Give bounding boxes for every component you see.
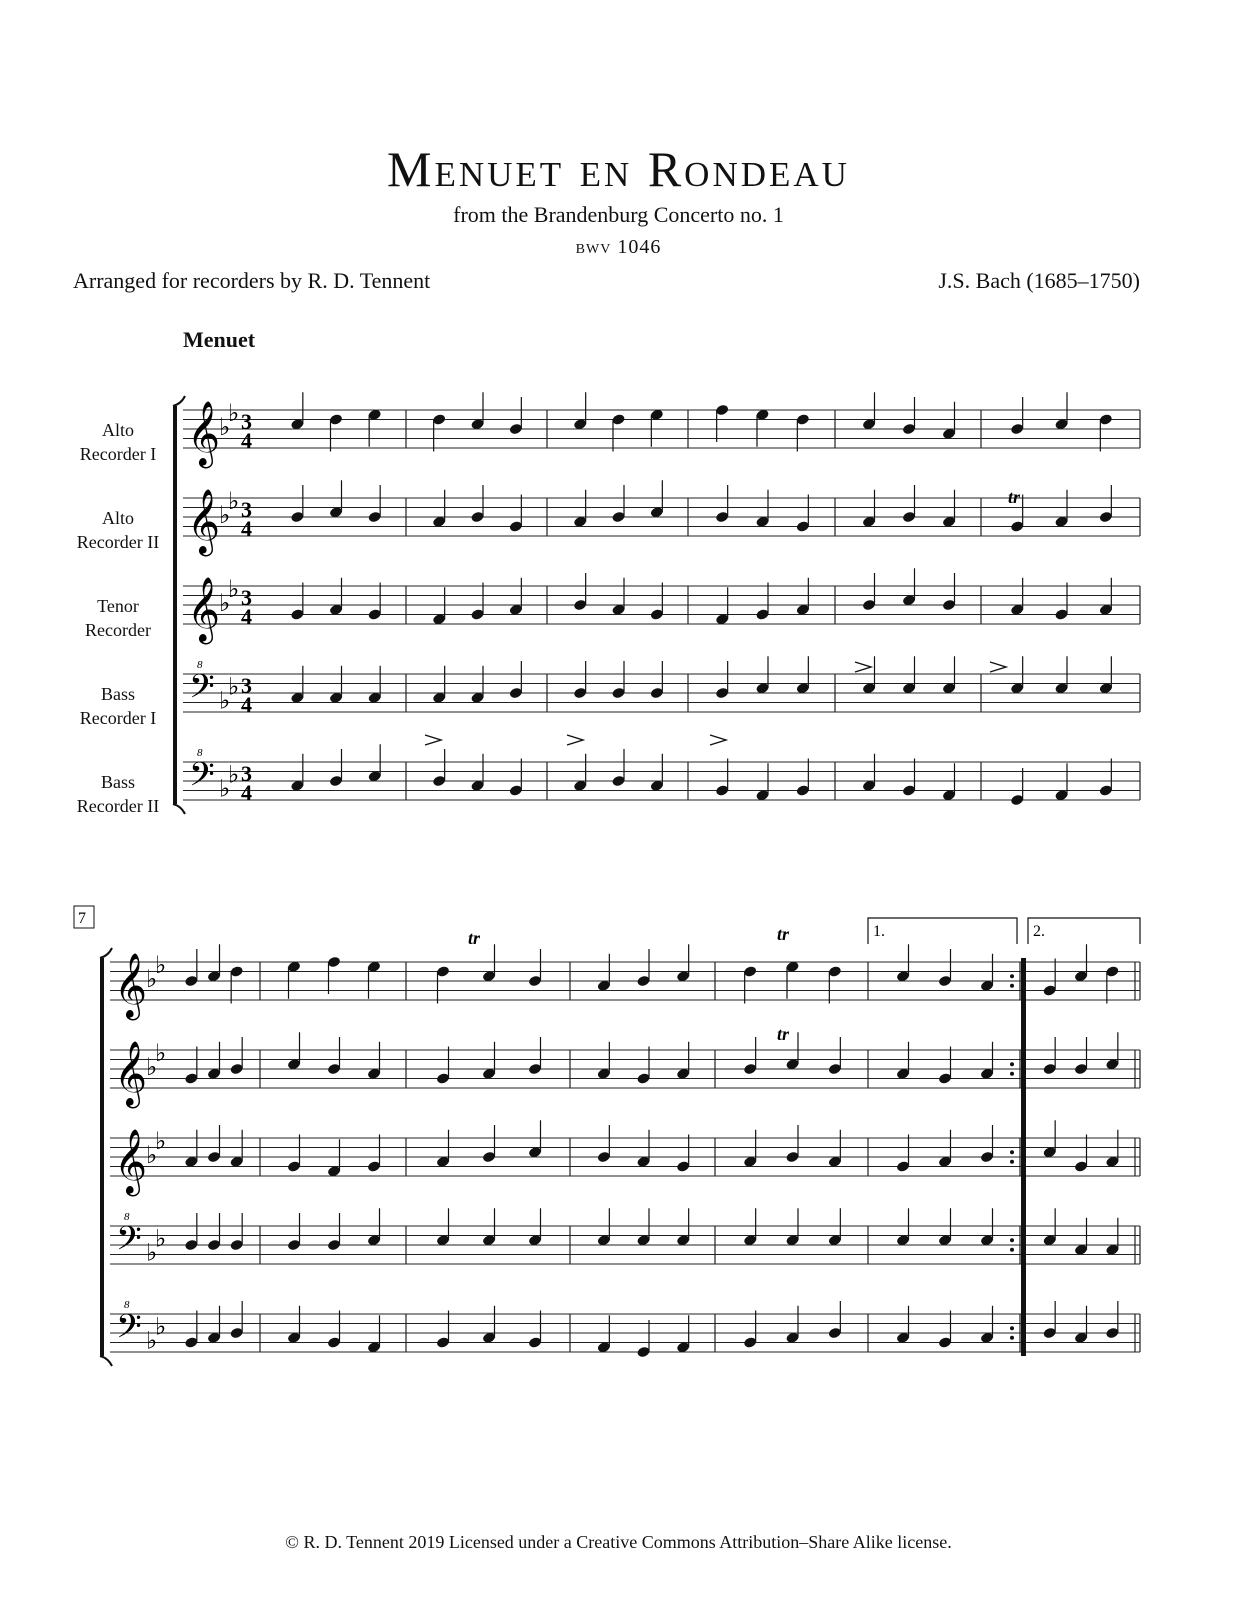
repeat-dot [1010, 1072, 1014, 1076]
trill-mark: tr [777, 924, 790, 944]
flat-sign-icon: ♭ [219, 776, 231, 803]
trill-mark: tr [1008, 487, 1021, 507]
bass-clef-icon: 𝄢 [189, 668, 215, 713]
flat-sign-icon: ♭ [146, 1055, 158, 1081]
bracket-hook-top [173, 396, 185, 406]
rehearsal-number: 7 [78, 910, 86, 927]
repeat-dot [1010, 1248, 1014, 1252]
flat-sign-icon: ♭ [155, 952, 167, 979]
treble-clef-icon: 𝄞 [187, 403, 221, 465]
flat-sign-icon: ♭ [155, 1040, 167, 1067]
treble-clef-icon: 𝄞 [114, 1043, 148, 1105]
accent-mark-icon [855, 662, 871, 672]
treble-clef-icon: 𝄞 [187, 491, 221, 553]
repeat-dot [1010, 1062, 1014, 1066]
repeat-dot [1010, 1150, 1014, 1154]
treble-clef-icon: 𝄞 [114, 1131, 148, 1193]
flat-sign-icon: ♭ [228, 576, 240, 603]
accent-mark-icon [710, 735, 726, 745]
trill-mark: tr [777, 1024, 790, 1044]
octave-eight-icon: 8 [197, 659, 203, 671]
octave-eight-icon: 8 [197, 747, 203, 759]
flat-sign-icon: ♭ [155, 1314, 167, 1341]
bracket-hook-bottom [173, 804, 185, 814]
flat-sign-icon: ♭ [155, 1226, 167, 1253]
time-signature-lower: 4 [241, 428, 252, 453]
instrument-label-bass-1: Bass Recorder I [79, 684, 157, 728]
accent-mark-icon [567, 735, 583, 745]
accent-mark-icon [425, 735, 441, 745]
time-signature-upper: 3 [241, 673, 252, 698]
repeat-dot [1010, 1326, 1014, 1330]
double-bar-thick [1021, 958, 1026, 1356]
flat-sign-icon: ♭ [155, 1128, 167, 1155]
volta-label-2: 2. [1033, 923, 1045, 940]
flat-sign-icon: ♭ [228, 400, 240, 427]
volta-bracket-1 [868, 918, 1017, 944]
flat-sign-icon: ♭ [228, 762, 240, 789]
flat-sign-icon: ♭ [146, 1240, 158, 1267]
flat-sign-icon: ♭ [228, 488, 240, 515]
repeat-dot [1010, 974, 1014, 978]
bracket-hook-top [100, 948, 112, 958]
repeat-dot [1010, 1160, 1014, 1164]
time-signature-lower: 4 [241, 604, 252, 629]
repeat-dot [1010, 1238, 1014, 1242]
instrument-label-tenor: Tenor Recorder [85, 596, 151, 640]
flat-sign-icon: ♭ [146, 1143, 158, 1169]
time-signature-upper: 3 [241, 761, 252, 786]
time-signature-upper: 3 [241, 409, 252, 434]
treble-clef-icon: 𝄞 [114, 955, 148, 1017]
octave-eight-icon: 8 [124, 1211, 130, 1223]
license-footer: © R. D. Tennent 2019 Licensed under a Creative Commons Attribution–Share Alike license. [285, 1532, 952, 1552]
bass-clef-icon: 𝄢 [116, 1308, 142, 1353]
bass-clef-icon: 𝄢 [189, 756, 215, 801]
treble-clef-icon: 𝄞 [187, 579, 221, 641]
instrument-label-alto-2: Alto Recorder II [76, 508, 160, 552]
time-signature-upper: 3 [241, 585, 252, 610]
score-subtitle: from the Brandenburg Concerto no. 1 [453, 202, 784, 227]
flat-sign-icon: ♭ [219, 415, 231, 441]
flat-sign-icon: ♭ [219, 688, 231, 715]
time-signature-lower: 4 [241, 780, 252, 805]
flat-sign-icon: ♭ [146, 1328, 158, 1355]
time-signature-upper: 3 [241, 497, 252, 522]
time-signature-lower: 4 [241, 516, 252, 541]
instrument-label-bass-2: Bass Recorder II [76, 772, 160, 816]
arranger-credit: Arranged for recorders by R. D. Tennent [73, 268, 431, 293]
composer-credit: J.S. Bach (1685–1750) [938, 268, 1140, 293]
volta-label-1: 1. [873, 923, 885, 940]
repeat-dot [1010, 1336, 1014, 1340]
score-title: Menuet en Rondeau [387, 141, 850, 197]
octave-eight-icon: 8 [124, 1299, 130, 1311]
accent-mark-icon [990, 662, 1006, 672]
repeat-dot [1010, 984, 1014, 988]
flat-sign-icon: ♭ [219, 591, 231, 617]
bracket-hook-bottom [100, 1356, 112, 1366]
flat-sign-icon: ♭ [228, 674, 240, 701]
flat-sign-icon: ♭ [219, 503, 231, 529]
bass-clef-icon: 𝄢 [116, 1220, 142, 1265]
trill-mark: tr [468, 928, 481, 948]
instrument-label-alto-1: Alto Recorder I [79, 420, 157, 464]
tempo-marking: Menuet [183, 327, 256, 352]
flat-sign-icon: ♭ [146, 967, 158, 993]
catalog-number: bwv 1046 [575, 236, 662, 258]
time-signature-lower: 4 [241, 692, 252, 717]
